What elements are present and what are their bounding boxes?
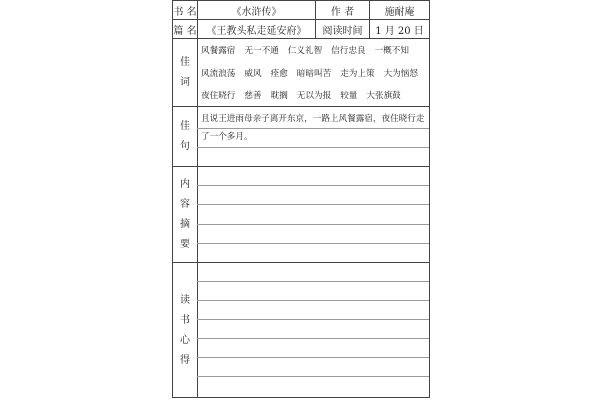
good-word: 大张旗鼓: [366, 91, 401, 101]
ruled-line: [197, 357, 429, 358]
good-words-label: 佳 词: [180, 56, 190, 88]
good-word: 一概不知: [374, 46, 409, 56]
ruled-line: [197, 319, 429, 320]
ruled-line: [197, 300, 429, 301]
ruled-line: [197, 185, 429, 186]
row-divider-4: [173, 166, 429, 167]
reading-date-label: 阅读时间: [322, 25, 363, 37]
summary-label: 内 容 摘 要: [180, 178, 190, 250]
good-sentences-label: 佳 句: [180, 120, 190, 152]
good-word: 无以为报: [296, 91, 332, 101]
ruled-line: [197, 243, 429, 244]
ruled-line: [197, 338, 429, 339]
chapter-label: 篇 名: [173, 25, 197, 37]
good-word: 信行忠良: [331, 46, 366, 56]
row-divider-2: [173, 38, 429, 39]
good-words-row-3: [201, 89, 401, 101]
good-word: 较量: [340, 91, 358, 101]
author-value: 施耐庵: [384, 6, 415, 18]
row-divider-5: [173, 262, 429, 263]
reflection-label: 读 书 心 得: [180, 294, 190, 366]
ruled-line: [197, 376, 429, 377]
good-words-row-1: [201, 44, 409, 56]
good-word: 威风: [244, 69, 262, 79]
good-word: 暗暗叫苦: [296, 69, 332, 79]
good-word: 慈善: [244, 91, 262, 101]
good-word: 仁义礼智: [287, 46, 323, 56]
reading-record-form: [172, 0, 430, 398]
book-title-label: 书 名: [173, 6, 197, 18]
book-title-value: 《水浒传》: [231, 6, 282, 18]
ruled-line: [197, 224, 429, 225]
good-word: 大为恼怒: [383, 69, 418, 79]
good-word: 走为上策: [340, 69, 375, 79]
good-word: 痊愈: [270, 69, 288, 79]
good-word: 风流浪荡: [201, 69, 236, 79]
ruled-line: [197, 128, 429, 129]
reading-date-value: 1 月 20 日: [375, 25, 424, 37]
good-word: 无一不通: [244, 46, 279, 56]
good-word: 风餐露宿: [201, 46, 236, 56]
author-label: 作 者: [330, 6, 355, 18]
good-sentence-text: 且说王进雨母亲子离开东京，一路上风餐露宿，夜住晓行走了一个多月。: [201, 114, 425, 142]
good-words-row-2: [201, 67, 418, 79]
ruled-line: [197, 281, 429, 282]
ruled-line: [197, 204, 429, 205]
good-word: 夜住晓行: [201, 91, 236, 101]
ruled-line: [197, 147, 429, 148]
good-word: 耽搁: [270, 91, 288, 101]
row-divider-3: [173, 106, 429, 107]
chapter-value: 《王教头私走延安府》: [206, 25, 307, 37]
